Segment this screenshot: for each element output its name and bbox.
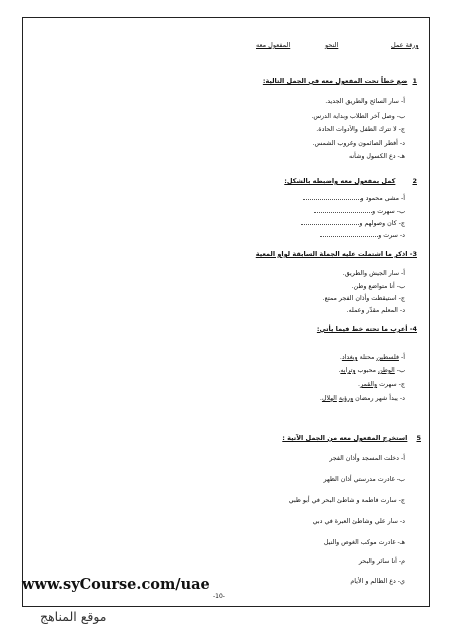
subject-label: النحو — [325, 41, 339, 49]
q2-item-text: ب- سهرت و — [372, 208, 405, 215]
answer-blank[interactable] — [303, 194, 361, 200]
topic-label: المفعول معه — [256, 41, 291, 49]
q5-item: ج- سارت فاطمة و شاطئ البحر في أبو ظبي — [288, 497, 405, 504]
q4-item: ج- سهرت والقمر. — [358, 381, 405, 388]
q1-item: ج- لا تترك الطفل والأدوات الحادة. — [316, 126, 405, 133]
q5-item: هـ- غادرت موكب الغوص والنيل — [323, 539, 405, 546]
q1-item: ب- وصل آخر الطلاب وبداية الدرس. — [311, 113, 405, 120]
site-brand: موقع المناهج — [40, 609, 107, 624]
q5-item: د- سار علي وشاطئ العبرة في دبي — [312, 518, 405, 525]
q3-item: أ- سار الجيش والطريق. — [342, 270, 405, 277]
q1-item: أ- سار السائح والطريق الجديد. — [325, 98, 405, 105]
q2-item — [301, 219, 405, 227]
q2-heading — [167, 168, 417, 187]
q1-item: د- أفطر الصائمون وغروب الشمس. — [312, 140, 405, 147]
q5-title: استخرج المفعول معه من الجمل الآتية : — [282, 434, 408, 442]
q2-item — [320, 231, 405, 239]
answer-blank[interactable] — [314, 207, 372, 213]
q1-number: 1 — [412, 77, 417, 85]
website-url[interactable]: www.syCourse.com/uae — [22, 576, 210, 593]
q5-item: ب- غادرت مدرستي أذان الظهر — [323, 476, 405, 483]
q4-item: أ- فلسطين محتلة وبغداد. — [339, 354, 405, 361]
q4-item: ب- الوطن محبوب وترابه. — [338, 367, 405, 374]
q3-title: 3- اذكر ما اشتملت عليه الجملة السابقة لواو المعية — [255, 250, 417, 258]
q4-item: د- يبدأ شهر رمضان ورؤية الهلال. — [319, 395, 405, 402]
q5-item: م- أنا سائر والبحر — [358, 558, 405, 565]
q3-item: ب- أنا متواضع وطن. — [351, 283, 405, 290]
q3-item: ج- استيقظت وأذان الفجر ممتع. — [322, 295, 405, 302]
worksheet-title: ورقة عمل — [391, 41, 419, 49]
q2-item-text: ج- كان وصولهم و — [359, 220, 405, 227]
q2-title: كمل بمفعول معه واضبطه بالشكل: — [284, 177, 396, 185]
q5-item: ي- دع الظالم و الأيام — [350, 578, 405, 585]
q5-number: 5 — [416, 434, 421, 442]
q5-heading — [211, 425, 421, 444]
q1-title: ضع خطاً تحت المفعول معه في الجمل التالية: — [262, 77, 408, 85]
q2-item — [303, 194, 405, 202]
q2-item — [314, 207, 405, 215]
q2-number: 2 — [412, 177, 417, 185]
q1-item: هـ- دع الكسول وشأنه — [349, 153, 405, 160]
q5-item: أ- دخلت المسجد وأذان الفجر — [329, 455, 405, 462]
q2-item-text: أ- مشى محمود و — [360, 195, 405, 202]
q2-item-text: د- سرت و — [378, 232, 405, 239]
q1-heading — [157, 68, 417, 87]
q3-item: د- المعلم مقدّر وعمله. — [346, 307, 405, 314]
page-number: -10- — [213, 593, 225, 600]
q4-title: 4- أعرب ما تحته خط فيما يأتي: — [316, 325, 417, 333]
answer-blank[interactable] — [301, 219, 359, 225]
answer-blank[interactable] — [320, 231, 378, 237]
